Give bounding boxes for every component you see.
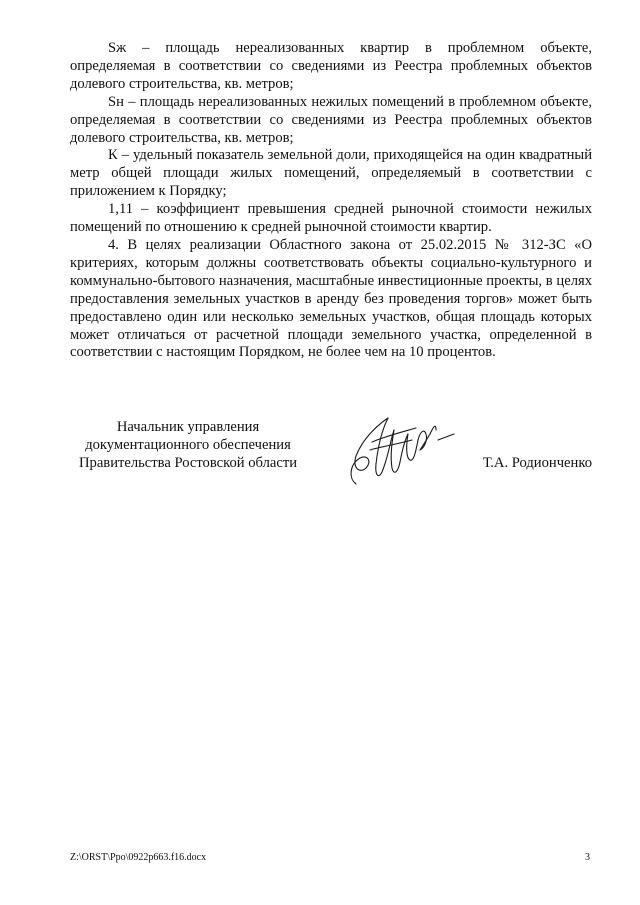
signatory-title-line: документационного обеспечения: [85, 436, 291, 453]
paragraph-clause-4: 4. В целях реализации Областного закона от 25.02.2015 № 312-ЗС «О критериях, которым должны соответствовать объекты социально-культурного и коммунально-бытового назначения, масштабные инвестиционные проекты, в целях предоставления земельных участков в аренду без проведения торгов» может быть предоставлено один или несколько земельных участков, общая площадь которых может отличаться от расчетной площади земельного участка, определенной в соответствии с настоящим Порядком, не более чем на 10 процентов.: [70, 236, 592, 361]
paragraph-coefficient-definition: 1,11 – коэффициент превышения средней рыночной стоимости нежилых помещений по отношению к средней рыночной стоимости квартир.: [70, 201, 592, 236]
signatory-title-line: Начальник управления: [116, 419, 260, 435]
paragraph-sj-definition: Sж – площадь нереализованных квартир в проблемном объекте, определяемая в соответствии со сведениями из Реестра проблемных объектов долевого строительства, кв. метров;: [70, 40, 592, 92]
signatory-title-line: Правительства Ростовской области: [78, 454, 298, 471]
footer-file-path: Z:\ORST\Ppo\0922p663.f16.docx: [70, 852, 207, 863]
page-number: 3: [585, 852, 590, 863]
paragraph-sn-definition: Sн – площадь нереализованных нежилых помещений в проблемном объекте, определяемая в соответствии со сведениями из Реестра проблемных объектов долевого строительства, кв. метров;: [70, 93, 592, 146]
signature-block: [62, 419, 592, 499]
signatory-name: Т.А. Родионченко: [482, 455, 592, 471]
signatory-title: [62, 419, 314, 473]
document-body: [70, 40, 592, 362]
handwritten-signature-icon: [342, 406, 462, 496]
paragraph-k-definition: К – удельный показатель земельной доли, приходящейся на один квадратный метр общей площади жилых помещений, определяемый в соответствии с приложением к Порядку;: [70, 147, 592, 200]
